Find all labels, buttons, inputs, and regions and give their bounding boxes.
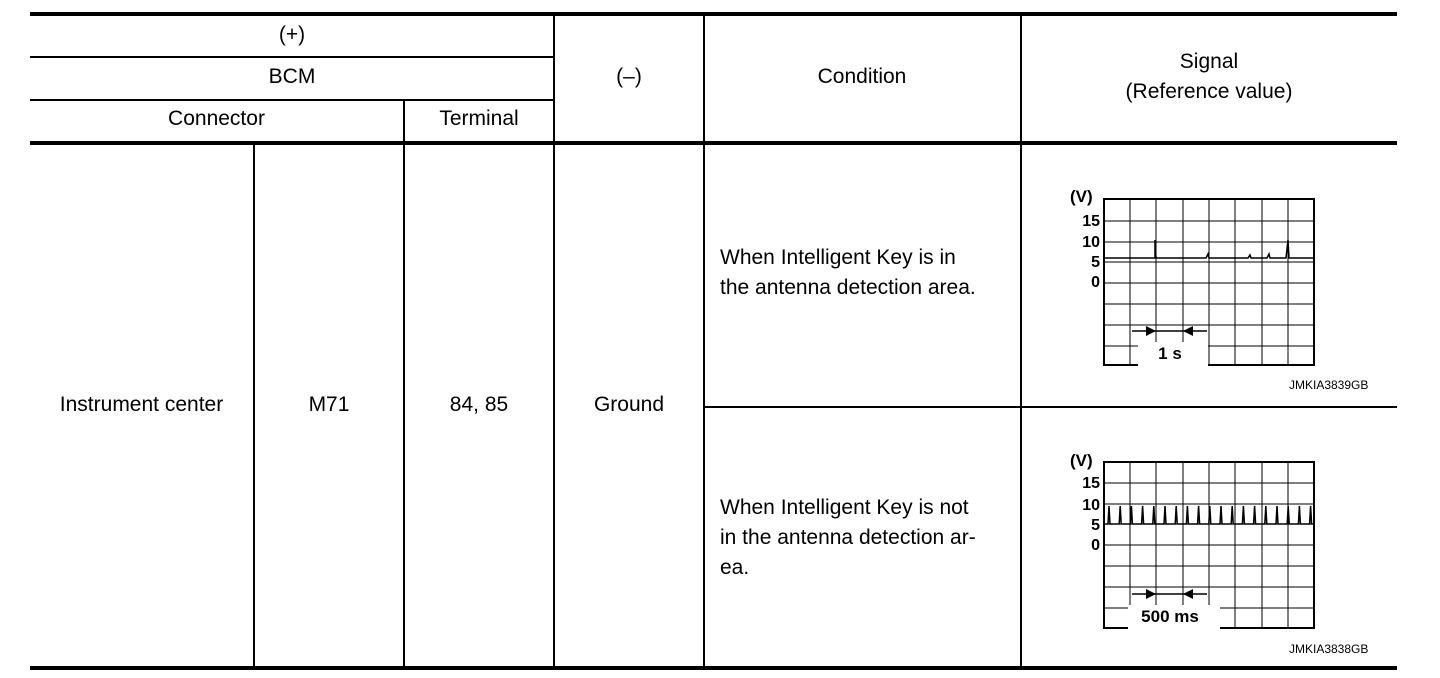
- scope-tick-label: 15: [1082, 213, 1100, 230]
- table-top-rule: [30, 12, 1397, 16]
- time-scale-arrow-right: [1146, 589, 1156, 599]
- header-signal-line2: (Reference value): [1125, 80, 1293, 103]
- scope-unit-label: (V): [1070, 451, 1093, 470]
- header-condition: Condition: [817, 65, 907, 88]
- oscilloscope-in-area: [1066, 182, 1326, 377]
- terminal-cell: 84, 85: [449, 393, 509, 416]
- header-minus: (–): [616, 65, 642, 88]
- col-divider-terminal: [403, 100, 405, 668]
- table-bottom-rule: [30, 666, 1397, 670]
- time-scale-arrow-right: [1146, 326, 1156, 336]
- col-divider-condition: [703, 14, 705, 668]
- condition-line: in the antenna detection ar-: [720, 526, 976, 549]
- scope-tick-label: 0: [1091, 274, 1100, 291]
- header-bottom-rule: [30, 141, 1397, 145]
- header-terminal: Terminal: [439, 107, 519, 130]
- scope-tick-label: 10: [1082, 497, 1100, 514]
- time-scale-arrow-left: [1183, 326, 1193, 336]
- scope-waveform: [1104, 506, 1314, 524]
- time-scale-label: 1 s: [1158, 344, 1182, 363]
- scope-unit-label: (V): [1070, 187, 1093, 206]
- scope-grid: [1104, 462, 1314, 628]
- header-rule-bcm: [30, 99, 554, 101]
- ground-cell: Ground: [593, 393, 665, 416]
- condition-not-in-area: [720, 493, 976, 583]
- condition-divider-rule: [704, 406, 1397, 408]
- header-connector: Connector: [168, 107, 265, 130]
- condition-in-area: [720, 243, 976, 303]
- condition-line: When Intelligent Key is not: [720, 496, 969, 519]
- scope-tick-label: 5: [1091, 517, 1100, 534]
- condition-line: ea.: [720, 556, 750, 579]
- figure-id: JMKIA3839GB: [1289, 378, 1369, 392]
- header-signal-line1: Signal: [1179, 50, 1239, 73]
- header-signal: [1021, 47, 1397, 107]
- scope-tick-label: 5: [1091, 254, 1100, 271]
- col-divider-signal: [1020, 14, 1022, 668]
- figure-id: JMKIA3838GB: [1289, 642, 1369, 656]
- connector-id-cell: M71: [308, 393, 350, 416]
- header-rule-plus: [30, 56, 554, 58]
- header-bcm: BCM: [268, 65, 316, 88]
- header-plus: (+): [278, 23, 306, 46]
- scope-tick-label: 0: [1091, 537, 1100, 554]
- oscilloscope-not-in-area: [1066, 444, 1326, 639]
- scope-grid: [1104, 199, 1314, 365]
- condition-line: the antenna detection area.: [720, 276, 976, 299]
- condition-line: When Intelligent Key is in: [720, 246, 956, 269]
- connector-name-cell: Instrument center: [59, 393, 224, 416]
- scope-tick-label: 15: [1082, 475, 1100, 492]
- time-scale-arrow-left: [1183, 589, 1193, 599]
- time-scale-label: 500 ms: [1141, 607, 1199, 626]
- scope-tick-label: 10: [1082, 234, 1100, 251]
